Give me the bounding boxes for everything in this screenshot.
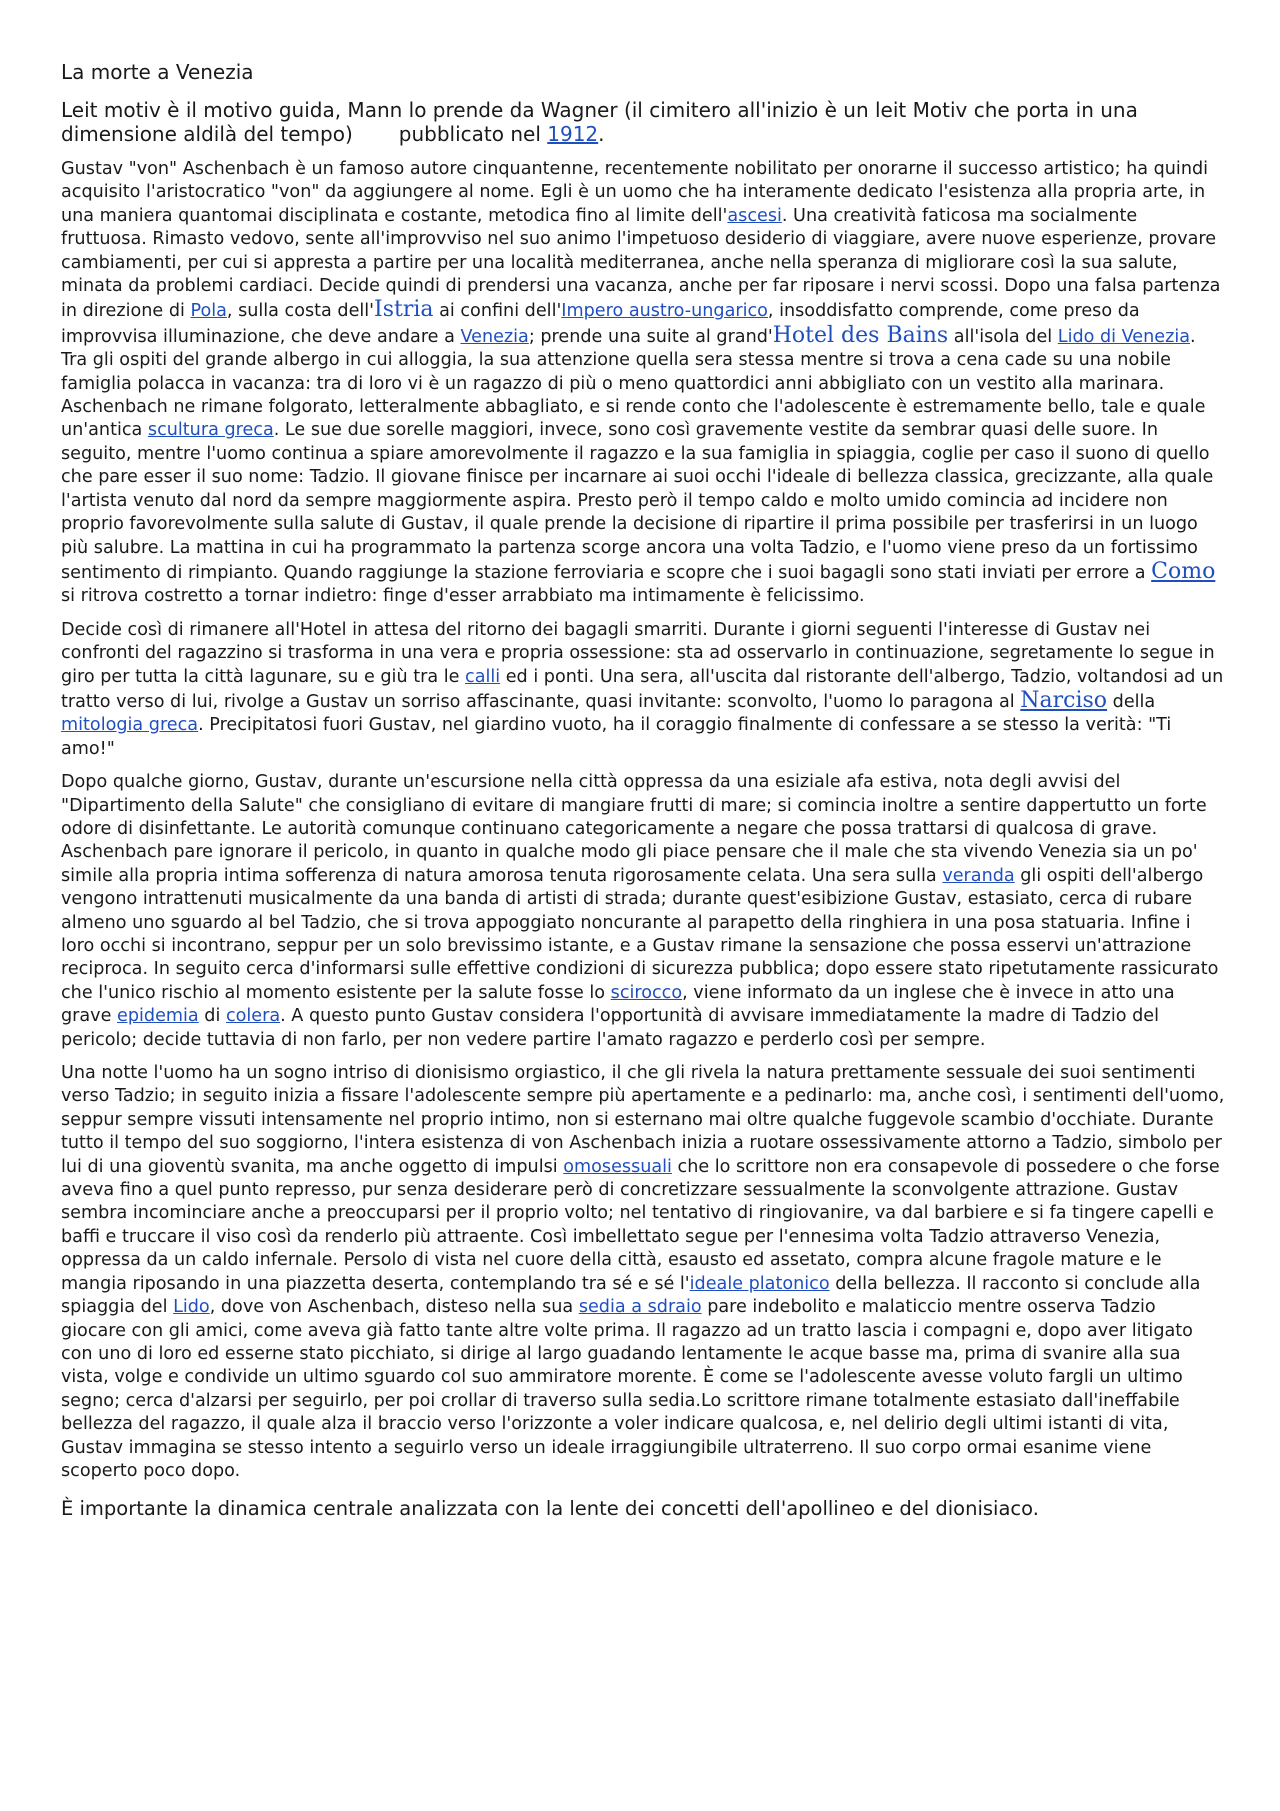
link-scultura-greca[interactable]: scultura greca: [147, 420, 274, 441]
link-istria[interactable]: Istria: [374, 297, 434, 323]
link-epidemia[interactable]: epidemia: [117, 1006, 199, 1027]
link-calli[interactable]: calli: [465, 666, 501, 687]
link-1912[interactable]: 1912: [547, 122, 599, 146]
link-mitologia-greca[interactable]: mitologia greca: [61, 715, 199, 736]
closing-paragraph: È importante la dinamica centrale analizzata con la lente dei concetti dell'apollineo e del dionisiaco.: [61, 1497, 1039, 1521]
link-colera[interactable]: colera: [225, 1006, 281, 1027]
link-ascesi[interactable]: ascesi: [727, 205, 782, 226]
link-lido[interactable]: Lido: [173, 1297, 210, 1318]
published-label: pubblicato nel: [398, 122, 548, 146]
link-hotel-des-bains[interactable]: Hotel des Bains: [772, 322, 949, 348]
intro-text: Leit motiv è il motivo guida, Mann lo prende da Wagner (il cimitero all'inizio è un leit Motiv che porta in una dimensione aldilà del tempo): [61, 98, 1138, 146]
paragraph-plot-1: Gustav "von" Aschenbach è un famoso autore cinquantenne, recentemente nobilitato per onorarne il successo artistico; ha quindi acquisito l'aristocratico "von" da aggiungere al nome. Egli è un uomo che ha interamente dedicato l'esistenza alla propria arte, in una maniera quantomai disciplinata e costante, metodica fino al limite dell'ascesi. Una creatività faticosa ma socialmente fruttuosa. Rimasto vedovo, sente all'improvviso nel suo animo l'impetuoso desiderio di viaggiare, avere nuove esperienze, provare cambiamenti, per cui si appresta a partire per una località mediterranea, anche nella speranza di migliorare così la sua salute, minata da problemi cardiaci. Decide quindi di prendersi una vacanza, anche per far riposare i nervi scossi. Dopo una falsa partenza in direzione di Pola, sulla costa dell'Istria ai confini dell'Impero austro-ungarico, insoddisfatto comprende, come preso da improvvisa illuminazione, che deve andare a Venezia; prende una suite al grand'Hotel des Bains all'isola del Lido di Venezia. Tra gli ospiti del grande albergo in cui alloggia, la sua attenzione quella sera stessa mentre si trova a cena cade su una nobile famiglia polacca in vacanza: tra di loro vi è un ragazzo di più o meno quattordici anni abbigliato con un vestito alla marinara. Aschenbach ne rimane folgorato, letteralmente abbagliato, e si rende conto che l'adolescente è estremamente bello, tale e quale un'antica scultura greca. Le sue due sorelle maggiori, invece, sono così gravemente vestite da sembrar quasi delle suore. In seguito, mentre l'uomo continua a spiare amorevolmente il ragazzo e la sua famiglia in spiaggia, coglie per caso il suono di quello che pare esser il suo nome: Tadzio. Il giovane finisce per incarnare ai suoi occhi l'ideale di bellezza classica, grecizzante, alla quale l'artista venuto dal nord da sempre maggiormente aspira. Presto però il tempo caldo e molto umido comincia ad incidere non proprio favorevolmente sulla salute di Gustav, il quale prende la decisione di ripartire il prima possibile per trasferirsi in un luogo più salubre. La mattina in cui ha programmato la partenza scorge ancora una volta Tadzio, e l'uomo viene preso da un fortissimo sentimento di rimpianto. Quando raggiunge la stazione ferroviaria e scopre che i suoi bagagli sono stati inviati per errore a Como si ritrova costretto a tornar indietro: finge d'esser arrabbiato ma intimamente è felicissimo.: [61, 159, 1221, 607]
link-lido-di-venezia[interactable]: Lido di Venezia: [1057, 326, 1191, 347]
link-impero-austro-ungarico[interactable]: Impero austro-ungarico: [561, 301, 768, 322]
link-venezia[interactable]: Venezia: [460, 326, 529, 347]
link-omosessuali[interactable]: omosessuali: [563, 1156, 672, 1177]
link-scirocco[interactable]: scirocco: [610, 982, 683, 1003]
link-pola[interactable]: Pola: [190, 301, 227, 322]
link-ideale-platonico[interactable]: ideale platonico: [689, 1273, 830, 1294]
link-sedia-a-sdraio[interactable]: sedia a sdraio: [578, 1297, 702, 1318]
document-page: [61, 60, 1226, 1521]
paragraph-plot-4: Una notte l'uomo ha un sogno intriso di dionisismo orgiastico, il che gli rivela la natura prettamente sessuale dei suoi sentimenti verso Tadzio; in seguito inizia a fissare l'adolescente sempre più apertamente e a pedinarlo: ma, anche così, i sentimenti dell'uomo, seppur sempre vissuti intensamente nel proprio intimo, non si esternano mai oltre qualche fuggevole scambio d'occhiate. Durante tutto il tempo del suo soggiorno, l'intera esistenza di von Aschenbach inizia a ruotare ossessivamente attorno a Tadzio, simbolo per lui di una gioventù svanita, ma anche oggetto di impulsi omosessuali che lo scrittore non era consapevole di possedere o che forse aveva fino a quel punto represso, pur senza desiderare però di concretizzare sessualmente la sconvolgente attrazione. Gustav sembra incominciare anche a preoccuparsi per il proprio volto; nel tentativo di ringiovanire, va dal barbiere e si fa tingere capelli e baffi e truccare il viso così da renderlo più attraente. Così imbellettato segue per l'ennesima volta Tadzio attraverso Venezia, oppressa da un caldo infernale. Persolo di vista nel cuore della città, esausto ed assetato, compra alcune fragole mature e le mangia riposando in una piazzetta deserta, contemplando tra sé e sé l'ideale platonico della bellezza. Il racconto si conclude alla spiaggia del Lido, dove von Aschenbach, disteso nella sua sedia a sdraio pare indebolito e malaticcio mentre osserva Tadzio giocare con gli amici, come aveva già fatto tante altre volte prima. Il ragazzo ad un tratto lascia i compagni e, dopo aver litigato con uno di loro ed esserne stato picchiato, si dirige al largo guadando lentamente le acque basse ma, prima di svanire alla sua vista, volge e condivide un ultimo sguardo col suo ammiratore morente. È come se l'adolescente avesse voluto fargli un ultimo segno; cerca d'alzarsi per seguirlo, per poi crollar di traverso sulla sedia.Lo scrittore rimane totalmente estasiato dall'ineffabile bellezza del ragazzo, il quale alza il braccio verso l'orizzonte a voler indicare qualcosa, e, nel delirio degli ultimi istanti di vita, Gustav immagina se stesso intento a seguirlo verso un ideale irraggiungibile ultraterreno. Il suo corpo ormai esanime viene scoperto poco dopo.: [61, 1063, 1225, 1481]
link-como[interactable]: Como: [1151, 558, 1216, 584]
link-narciso[interactable]: Narciso: [1020, 687, 1108, 713]
intro-paragraph: Leit motiv è il motivo guida, Mann lo prende da Wagner (il cimitero all'inizio è un leit Motiv che porta in una dimensione aldilà del tempo) pubblicato nel 1912.: [61, 98, 1138, 146]
document-title: La morte a Venezia: [61, 60, 254, 84]
paragraph-plot-3: Dopo qualche giorno, Gustav, durante un'escursione nella città oppressa da una esiziale afa estiva, nota degli avvisi del "Dipartimento della Salute" che consigliano di evitare di mangiare frutti di mare; si comincia inoltre a sentire dappertutto un forte odore di disinfettante. Le autorità comunque continuano categoricamente a negare che possa trattarsi di qualcosa di grave. Aschenbach pare ignorare il pericolo, in quanto in qualche modo gli piace pensare che il male che sta vivendo Venezia sia un po' simile alla propria intima sofferenza di natura amorosa tenuta rigorosamente celata. Una sera sulla veranda gli ospiti dell'albergo vengono intrattenuti musicalmente da una banda di artisti di strada; durante quest'esibizione Gustav, estasiato, cerca di rubare almeno uno sguardo al bel Tadzio, che si trova appoggiato noncurante al parapetto della ringhiera in una posa statuaria. Infine i loro occhi si incontrano, seppur per un solo brevissimo istante, e a Gustav rimane la sensazione che possa esservi un'attrazione reciproca. In seguito cerca d'informarsi sulle effettive condizioni di sicurezza pubblica; dopo essere stato ripetutamente rassicurato che l'unico rischio al momento esistente per la salute fosse lo scirocco, viene informato da un inglese che è invece in atto una grave epidemia di colera. A questo punto Gustav considera l'opportunità di avvisare immediatamente la madre di Tadzio del pericolo; decide tuttavia di non farlo, per non vedere partire l'amato ragazzo e perderlo così per sempre.: [61, 772, 1219, 1050]
paragraph-plot-2: Decide così di rimanere all'Hotel in attesa del ritorno dei bagagli smarriti. Durante i giorni seguenti l'interesse di Gustav nei confronti del ragazzino si trasforma in una vera e propria ossessione: sta ad osservarlo in continuazione, segretamente lo segue in giro per tutta la città lagunare, su e giù tra le calli ed i ponti. Una sera, all'uscita dal ristorante dell'albergo, Tadzio, voltandosi ad un tratto verso di lui, rivolge a Gustav un sorriso affascinante, quasi invitante: sconvolto, l'uomo lo paragona al Narciso della mitologia greca. Precipitatosi fuori Gustav, nel giardino vuoto, ha il coraggio finalmente di confessare a se stesso la verità: "Ti amo!": [61, 619, 1224, 759]
link-veranda[interactable]: veranda: [942, 865, 1015, 886]
